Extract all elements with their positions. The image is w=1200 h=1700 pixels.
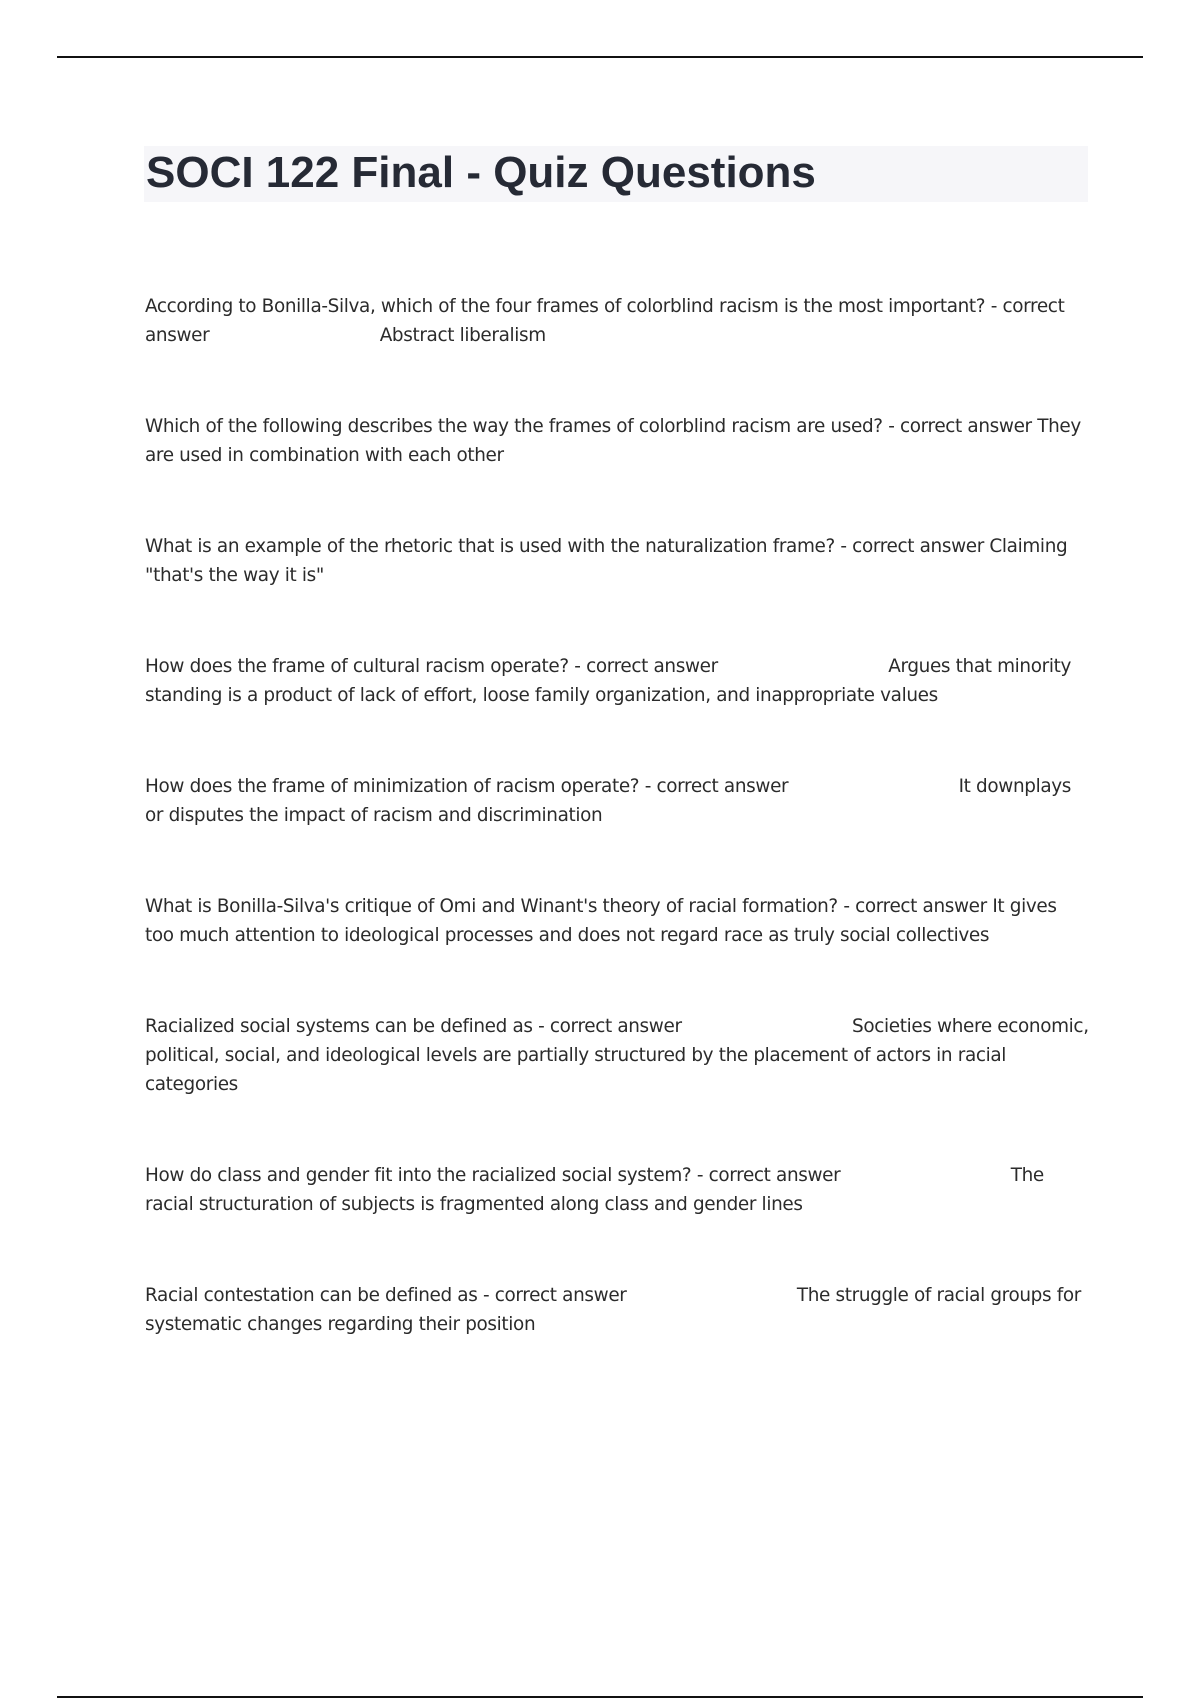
question-answer-9: Racial contestation can be defined as - correct answer The struggle of racial groups for systematic changes regarding their position xyxy=(145,1285,1087,1335)
document-title: SOCI 122 Final - Quiz Questions xyxy=(146,148,816,197)
question-answer-8: How do class and gender fit into the racialized social system? - correct answer The racial structuration of subjects is fragmented along class and gender lines xyxy=(145,1165,1050,1215)
question-answer-5: How does the frame of minimization of racism operate? - correct answer It downplays or disputes the impact of racism and discrimination xyxy=(145,776,1077,826)
top-rule xyxy=(57,56,1143,58)
question-answer-6: What is Bonilla-Silva's critique of Omi and Winant's theory of racial formation? - correct answer It gives too much attention to ideological processes and does not regard race as truly social collectives xyxy=(145,896,1063,946)
bottom-rule xyxy=(57,1696,1143,1698)
question-answer-1: According to Bonilla-Silva, which of the four frames of colorblind racism is the most important? - correct answer Abstract liberalism xyxy=(145,296,1070,346)
question-answer-7: Racialized social systems can be defined as - correct answer Societies where economic, political, social, and ideological levels are partially structured by the placement of actors in racial categories xyxy=(145,1016,1095,1095)
question-answer-3: What is an example of the rhetoric that is used with the naturalization frame? - correct answer Claiming "that's the way it is" xyxy=(145,536,1073,586)
question-answer-4: How does the frame of cultural racism operate? - correct answer Argues that minority standing is a product of lack of effort, loose family organization, and inappropriate values xyxy=(145,656,1077,706)
question-answer-2: Which of the following describes the way the frames of colorblind racism are used? - correct answer They are used in combination with each other xyxy=(145,416,1087,466)
